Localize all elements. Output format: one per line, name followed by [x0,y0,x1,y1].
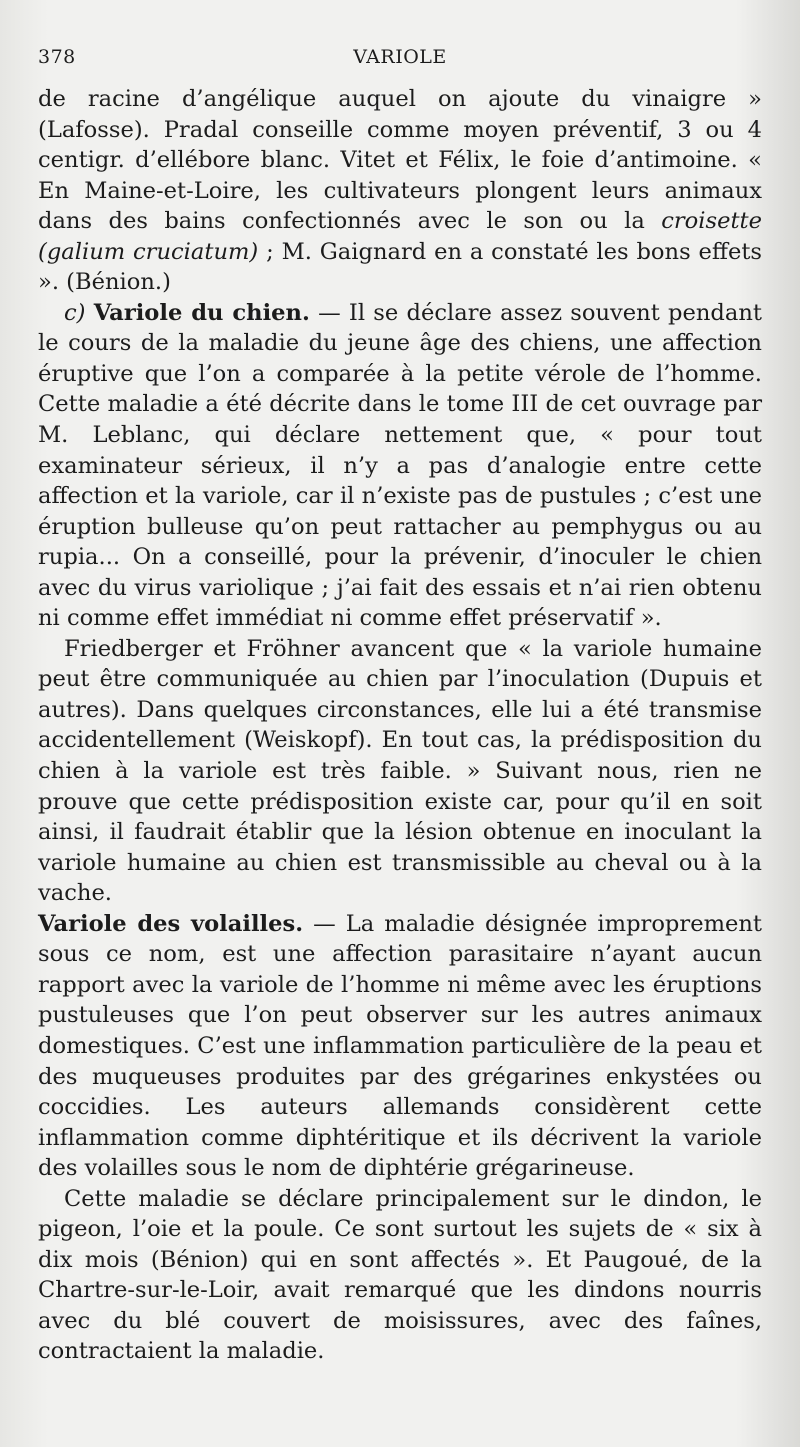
paragraph [38,84,762,298]
text-run: Cette maladie se déclare principalement sur le dindon, le pigeon, l’oie et la poule. Ce sont surtout les sujets de « six à dix mois (Bénion) qui en sont affectés ». Et Paugoué, de la Chartre-sur-le-Loir, avait remarqué que les dindons nourris avec du blé couvert de moisissures, avec des faînes, contractaient la maladie. [38,1185,762,1365]
text-run: ; M. Gaignard en a constaté les bons effets ». (Bénion.) [38,238,762,296]
running-title: VARIOLE [353,46,447,68]
body-text [38,84,762,1367]
text-run: — Il se déclare assez souvent pendant le cours de la maladie du jeune âge des chiens, une affection éruptive que l’on a comparée à la petite vérole de l’homme. Cette maladie a été décrite dans le tome III de cet ouvrage par M. Leblanc, qui déclare nettement que, « pour tout examinateur sérieux, il n’y a pas d’analogie entre cette affection et la variole, car il n’existe pas de pustules ; c’est une éruption bulleuse qu’on peut rattacher au pemphygus ou au rupia... On a conseillé, pour la prévenir, d’inoculer le chien avec du virus variolique ; j’ai fait des essais et n’ai rien obtenu ni comme effet immédiat ni comme effet préservatif ». [38,299,762,632]
paragraph [38,909,762,1184]
paragraph [38,1184,762,1367]
section-heading: Variole des volailles. [38,910,304,937]
page-number: 378 [38,46,76,68]
running-head [38,46,762,76]
text-run: Friedberger et Fröhner avancent que « la variole humaine peut être communiquée au chien par l’inoculation (Dupuis et autres). Dans quelques circonstances, elle lui a été transmise accidentellement (Weiskopf). En tout cas, la prédisposition du chien à la variole est très faible. » Suivant nous, rien ne prouve que cette prédisposition existe car, pour qu’il en soit ainsi, il faudrait établir que la lésion obtenue en inoculant la variole humaine au chien est transmissible au cheval ou à la vache. [38,635,762,907]
section-heading: Variole du chien. [93,299,310,326]
paragraph [38,634,762,909]
text-run: de racine d’angélique auquel on ajoute du vinaigre » (Lafosse). Pradal conseille comme moyen préventif, 3 ou 4 centigr. d’ellébore blanc. Vitet et Félix, le foie d’antimoine. « En Maine-et-Loire, les cultivateurs plongent leurs animaux dans des bains confectionnés avec le son ou la [38,86,762,235]
italic-text: c) [64,299,94,326]
text-run: — La maladie désignée improprement sous ce nom, est une affection parasitaire n’ayant aucun rapport avec la variole de l’homme ni même avec les éruptions pustuleuses que l’on peut observer sur les autres animaux domestiques. C’est une inflammation particulière de la peau et des muqueuses produites par des grégarines enkystées ou coccidies. Les auteurs allemands considèrent cette inflammation comme diphtéritique et ils décrivent la variole des volailles sous le nom de diphtérie grégarineuse. [38,910,762,1182]
italic-text: croisette (galium cruciatum) [38,208,762,265]
paragraph [38,298,762,634]
